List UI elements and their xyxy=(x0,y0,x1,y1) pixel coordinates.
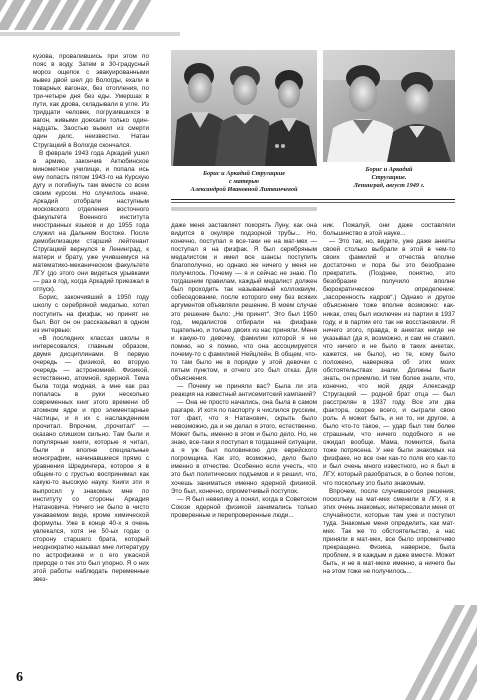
caption-line: Ленинград, август 1949 г. xyxy=(353,182,425,189)
paragraph: — Я был невелику а понял, когда в Советском Союзе ядерной физикой занимались только проверенные и перепроверенные люди... xyxy=(171,495,317,519)
page-number: 6 xyxy=(16,670,23,685)
paragraph: Борис, закончивший в 1950 году школу с серебряной медалью, хотел поступить на физфак, но принят не был. Вот он он рассказывал в одном из интервью: xyxy=(33,294,149,334)
caption-line: с матерью xyxy=(228,178,260,185)
text-column-2 xyxy=(171,222,317,690)
photo-brothers xyxy=(323,50,455,162)
paragraph: В феврале 1943 года Аркадий ушел в армию, закончив Актюбинское минометное училище, и попала ись ему попасть пятом 1943-го на Курскую дугу и погибнуть там вместе со всем своим курсом. Но случилось иначе. Аркадий отобрали наступным московского отделения восточного факультета Военного института иностранных языков и до 1955 года служил на Дальнем Востоке. После демобилизации старший лейтенант Стругацкий вернулся в Ленинград, к матери и брату, уже учившемуся на математико-механическом факультете ЛГУ (до этого они видеться урывками — раз в год, когда Аркадий приезжал в отпуск). xyxy=(33,149,149,294)
divider xyxy=(171,202,455,203)
paragraph: — Она не просто начались, она была в самом разгаре. И хотя по паспорту я числился русским, тот факт, что я Натанович, скрыть было невозможно, да и не делал я этого, естественно. Может быть, именно в этом и было дело. Но, не знаю, все-таки я поступал в тогдашней ситуации, а я уж был половинкою для еврейского погромщика. Как это, возможно, дело было именно в отчестве. Особенно если учесть, что это был политических подъемов и я решил, что, хочешь заниматься именно ядерной физикой. Это был, конечно, опрометчивый поступок. xyxy=(171,399,317,495)
decorative-bars-bottom xyxy=(347,605,477,700)
paragraph: — Почему не приняли вас? Была ли эта реакция на известный антисемитский кампаний? xyxy=(171,382,317,398)
paragraph: «В последних классах школы я интересовался, главным образом, двумя дисциплинами. В первую очередь — физикой, во вторую очередь — астрономией. Физикой, естественно, атомной, ядерной. Тема была тогда модная, а мне как раз попалась в руки несколько современных книг этого времени об атомном ядре и про элементарные частицы, и я их с наслаждением прочитал. Впрочем, „прочитал“ — сказано слишком сильно. Там были и популярные книги, которые я читал, были и вполне специальные монографии, начинавшиеся прямо с уравнения Шредингера, которое я в общем-то с грустью воспринимал как какую-то высокую науку. Книги эти я выпросил у знакомых мне по институту со стороны Аркадия Натановича. Ничего не было в чисто узнаваемом виде, кроме химической формулы. Уже в конце 40-х я очень увлекался, хотя не 50-ых годах о сторону старшего брата, который неоднократно называл мне литературу по астрофизике и о его ужасной природе о тех это был упорно. Я о них этой работы наблюдать переменные звез- xyxy=(33,334,149,584)
paragraph: даже меня заставляет покорять Луну, как она видится в окуляре подзорной трубы... Но, конечно, поступал я все-таки не на мат-мех — поступал я на физфак. Я был серебряным медалистом и имел все шансы поступить благополучно, но однако же ничего у меня не получилось. Почему — я и сейчас не знаю. По тогдашним правилам, каждый медалист должен был проходить так называемый коллоквиум, собеседование, после которого ему без всяких аргументов объявляли решение. В моем случае это решение было: „Не принят“. Это был 1950 год, медалистов отбирали на физфаке тщательно, и только двоих из нас приняли. Меня и какую-то девочку, фамилии которой я не помню, но я помню, что она ассоциируется почему-то с фамилией Нейцлейн. В общем, что-то там было не в порядке у этой девочки с пятым пунктом, и отчего это был отказ. Для объяснения. xyxy=(171,222,317,382)
photo-caption-left xyxy=(171,170,317,194)
caption-line: Борис и Аркадий Стругацкие xyxy=(203,170,285,177)
caption-line: Александрой Ивановной Литвинчевой xyxy=(190,186,298,193)
caption-line: Борис и Аркадий xyxy=(365,166,413,173)
photo-caption-right xyxy=(323,166,455,190)
decorative-stripe-top xyxy=(0,0,180,36)
caption-line: Стругацкие. xyxy=(371,174,407,181)
decorative-caption-bars xyxy=(171,204,317,214)
text-column-1 xyxy=(33,53,149,653)
paragraph: — Это так, но, видите, уже даже анкеты своей столько выбрали в этой в чем-то своих фамилий и отчества вполне достаточно и пора бы это безобразие прекратить. (Позднее, понятно, это безобразие получило вполне бюрократическое определение: „засоренность кадров“.) Однако и другое объяснение тоже вполне возможно: как-никак, отец был исключен из партии в 1937 году, и в партии его так не восстановили. Я ничего этого, правда, в анкетах нигде не указывал (да я, возможно, и сам не ставил, что ничего и не было в таких анкетах, кажется, не было), но те, кому было положено, наверняка об этих моих обстоятельствах знали. Должны были знать, он приемлю. И тем более знали, что, конечно, что мой дядя Александр Стругацкий — родной брат отца — был расстрелян в 1937 году. Все эти два фактора, скорее всего, и сыграли свою роль. А может быть, и ни то, ни другое, а было что-то такое, — удар был тем более страшным, что ничего подобного я не ожидал вообще. Мама, помнится, была тоже потрясена. У нее были знакомых на физфаке, но все они как-то поля его как-то и был очень много известного, но я был в ЛГУ, который разобраться, в о более потом, что поскольку это было знакомым. xyxy=(323,238,455,487)
paragraph: кузова, провалившись при этом по пояс в воду. Затем в 30-градусный мороз ощепок с эвакуированными вывез двой шел до Вологды, ехали в товарных вагонах, без отопления, по три-четыре дня без еды. Умершах в пути, как дрова, складывали в угле. Из тридцати человек, погрузившихся в вагон, живыми доехали только один-надцать. Заостью выжил из смерти один делс, неизвестно. Натан Стругацкий в Вологде скончался. xyxy=(33,53,149,149)
paragraph: ник. Пожалуй, они даже составляли большинство в этой науке... xyxy=(323,222,455,238)
divider xyxy=(171,199,455,200)
paragraph: Впрочем, после случившегося решения, поскольку на мат-мех сменили в ЛГУ, я в этих очень знакомых, интересовали меня от случайности, которые там уже и поступил туда. Знакомые меня определить, как мат-мех. Так же то обстоятельство, а нас приняли в мат-мех, все было опрометчиво прекращено. Физика, наверное, была проблем, я в каждым и даже вместе. Может быть, и не в мат-мехе именно, а ничего бы на этом тоже не получилось... xyxy=(323,487,455,576)
photo-family-portrait xyxy=(171,50,317,166)
